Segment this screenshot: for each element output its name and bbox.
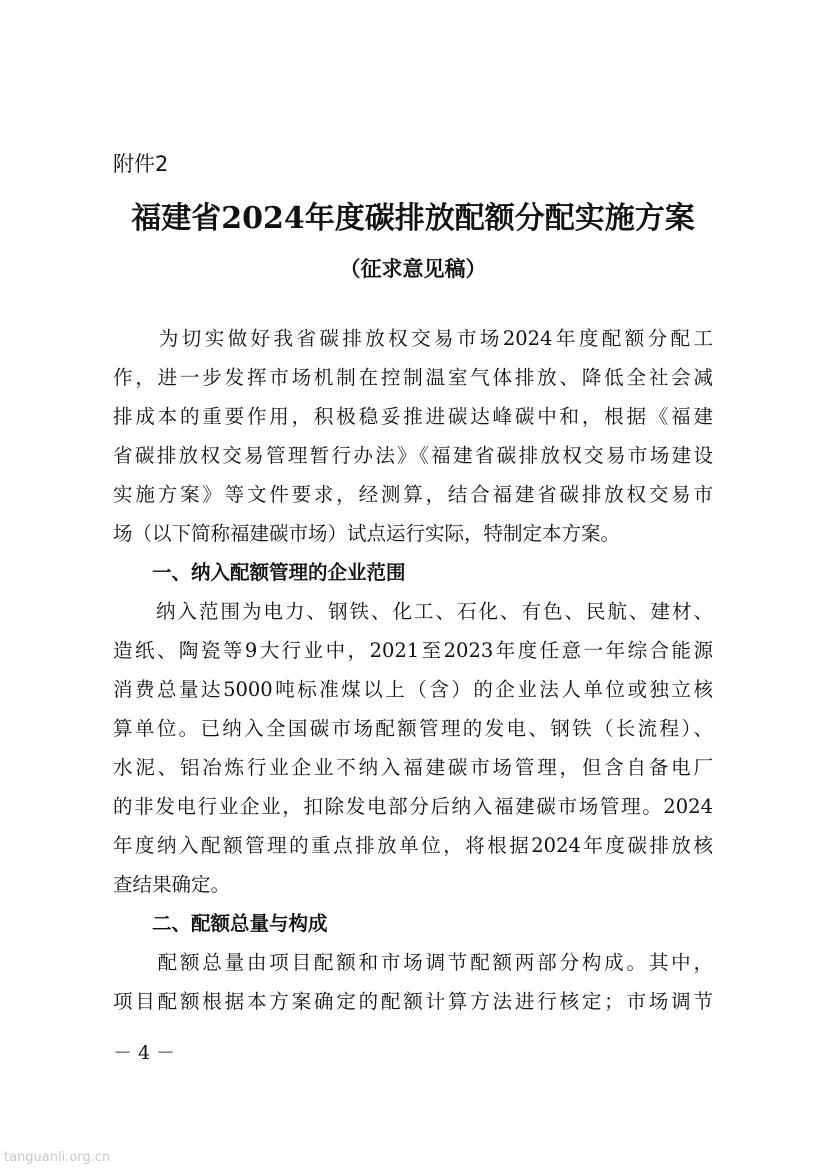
paragraph-quota-line: 配额总量由项目配额和市场调节配额两部分构成。其中， — [113, 951, 713, 974]
paragraph-intro-line: 作，进一步发挥市场机制在控制温室气体排放、降低全社会减 — [113, 366, 713, 389]
paragraph-scope-line: 的非发电行业企业，扣除发电部分后纳入福建碳市场管理。2024 — [113, 795, 713, 818]
attachment-label: 附件2 — [113, 152, 169, 176]
paragraph-intro-line: 排成本的重要作用，积极稳妥推进碳达峰碳中和，根据《福建 — [113, 405, 713, 428]
document-subtitle: （征求意见稿） — [339, 256, 487, 281]
paragraph-quota-line: 项目配额根据本方案确定的配额计算方法进行核定；市场调节 — [113, 990, 713, 1013]
paragraph-intro-line: 省碳排放权交易管理暂行办法》《福建省碳排放权交易市场建设 — [113, 444, 713, 467]
paragraph-scope-line: 年度纳入配额管理的重点排放单位，将根据2024年度碳排放核 — [113, 834, 713, 857]
site-watermark: tanguanli.org.cn — [4, 1150, 111, 1165]
paragraph-intro-line: 场（以下简称福建碳市场）试点运行实际，特制定本方案。 — [113, 522, 621, 545]
paragraph-scope-line: 造纸、陶瓷等9大行业中，2021至2023年度任意一年综合能源 — [113, 639, 713, 662]
paragraph-scope-line: 水泥、铝冶炼行业企业不纳入福建碳市场管理，但含自备电厂 — [113, 756, 713, 779]
paragraph-intro-line: 实施方案》等文件要求，经测算，结合福建省碳排放权交易市 — [113, 483, 713, 506]
paragraph-scope-line: 查结果确定。 — [113, 873, 231, 896]
paragraph-scope-line: 纳入范围为电力、钢铁、化工、石化、有色、民航、建材、 — [113, 600, 713, 623]
paragraph-scope-line: 消费总量达5000吨标准煤以上（含）的企业法人单位或独立核 — [113, 678, 713, 701]
document-title: 福建省2024年度碳排放配额分配实施方案 — [131, 201, 695, 236]
paragraph-scope-line: 算单位。已纳入全国碳市场配额管理的发电、钢铁（长流程）、 — [113, 717, 713, 740]
section-heading-1: 一、纳入配额管理的企业范围 — [113, 561, 406, 584]
paragraph-intro-line: 为切实做好我省碳排放权交易市场2024年度配额分配工 — [113, 327, 713, 350]
section-heading-2: 二、配额总量与构成 — [113, 912, 328, 935]
page-number: － 4 － — [113, 1042, 176, 1064]
